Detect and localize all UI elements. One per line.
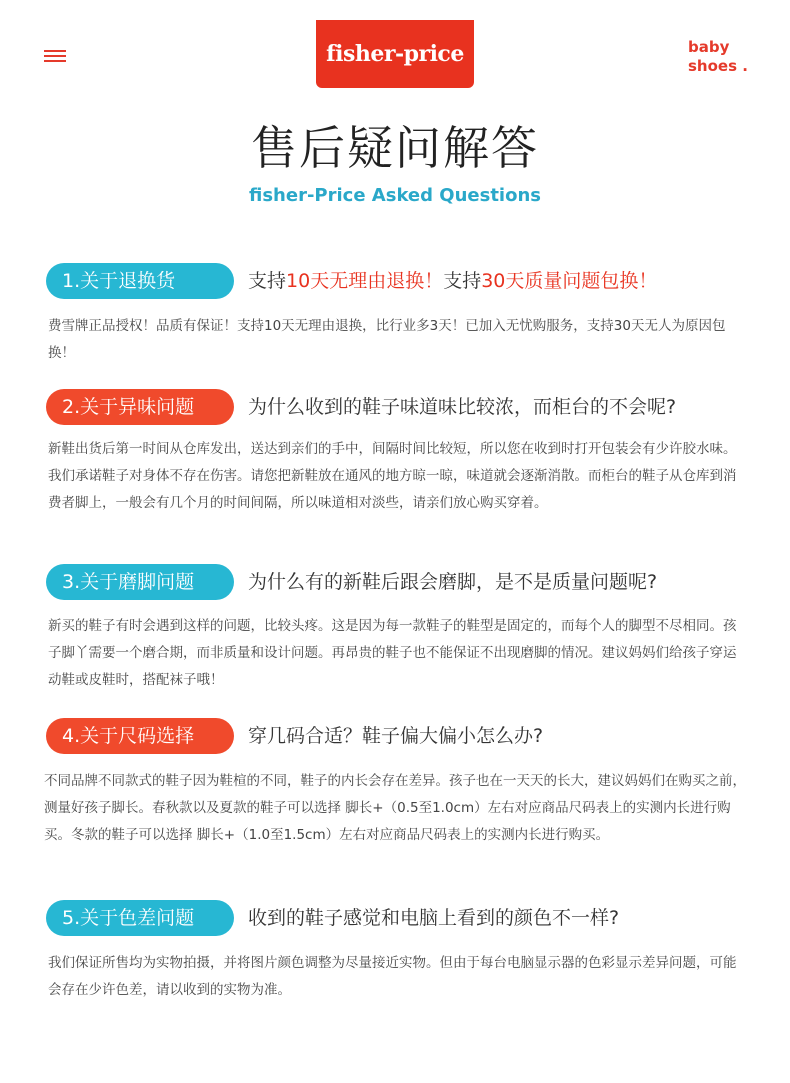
section-question: 穿几码合适？鞋子偏大偏小怎么办?: [248, 725, 544, 747]
baby-word: baby: [688, 38, 730, 56]
section-label: 1.关于退换货: [46, 263, 234, 299]
section-question: [248, 263, 657, 299]
section-question: 收到的鞋子感觉和电脑上看到的颜色不一样?: [248, 907, 620, 929]
shoes-word: shoes .: [688, 57, 748, 75]
section-label: 4.关于尺码选择: [46, 718, 234, 754]
section-answer: 新鞋出货后第一时间从仓库发出，送达到亲们的手中，间隔时间比较短，所以您在收到时打开包装会有少许胶水味。我们承诺鞋子对身体不存在伤害。请您把新鞋放在通风的地方晾一晾，味道就会逐渐消散。而柜台的鞋子从仓库到消费者脚上，一般会有几个月的时间间隔，所以味道相对淡些，请亲们放心购买穿着。: [48, 441, 737, 511]
page-title: 售后疑问解答: [251, 121, 539, 175]
question-text: 支持: [248, 270, 287, 292]
page-subtitle: fisher-Price Asked Questions: [248, 185, 541, 206]
brand-logo-text: fisher-price: [326, 41, 464, 67]
section-label: 5.关于色差问题: [46, 900, 234, 936]
section-answer: 不同品牌不同款式的鞋子因为鞋楦的不同，鞋子的内长会存在差异。孩子也在一天天的长大，建议妈妈们在购买之前，测量好孩子脚长。春秋款以及夏款的鞋子可以选择 脚长+（0.5至1.0cm）左右对应商品尺码表上的实测内长进行购买。冬款的鞋子可以选择 脚长+（1.0至1.5cm）左右对应商品尺码表上的实测内长进行购买。: [44, 773, 746, 843]
section-question: 为什么有的新鞋后跟会磨脚，是不是质量问题呢?: [248, 571, 658, 593]
brand-logo[interactable]: [316, 20, 474, 88]
question-highlight: 10天无理由退换！: [286, 270, 444, 292]
menu-icon[interactable]: [44, 50, 66, 62]
baby-shoes-label: [688, 38, 748, 76]
question-highlight: 30天质量问题包换！: [481, 270, 658, 292]
question-text: 支持: [443, 270, 482, 292]
section-label: 3.关于磨脚问题: [46, 564, 234, 600]
section-label: 2.关于异味问题: [46, 389, 234, 425]
header: [0, 0, 790, 100]
section-answer: 新买的鞋子有时会遇到这样的问题，比较头疼。这是因为每一款鞋子的鞋型是固定的，而每个人的脚型不尽相同。孩子脚丫需要一个磨合期，而非质量和设计问题。再昂贵的鞋子也不能保证不出现磨脚的情况。建议妈妈们给孩子穿运动鞋或皮鞋时，搭配袜子哦！: [48, 618, 737, 688]
section-question: 为什么收到的鞋子味道味比较浓，而柜台的不会呢?: [248, 396, 677, 418]
section-answer: 费雪牌正品授权！品质有保证！支持10天无理由退换，比行业多3天！已加入无忧购服务，支持30天无人为原因包换！: [48, 318, 726, 361]
section-answer: 我们保证所售均为实物拍摄，并将图片颜色调整为尽量接近实物。但由于每台电脑显示器的色彩显示差异问题，可能会存在少许色差，请以收到的实物为准。: [48, 955, 737, 998]
